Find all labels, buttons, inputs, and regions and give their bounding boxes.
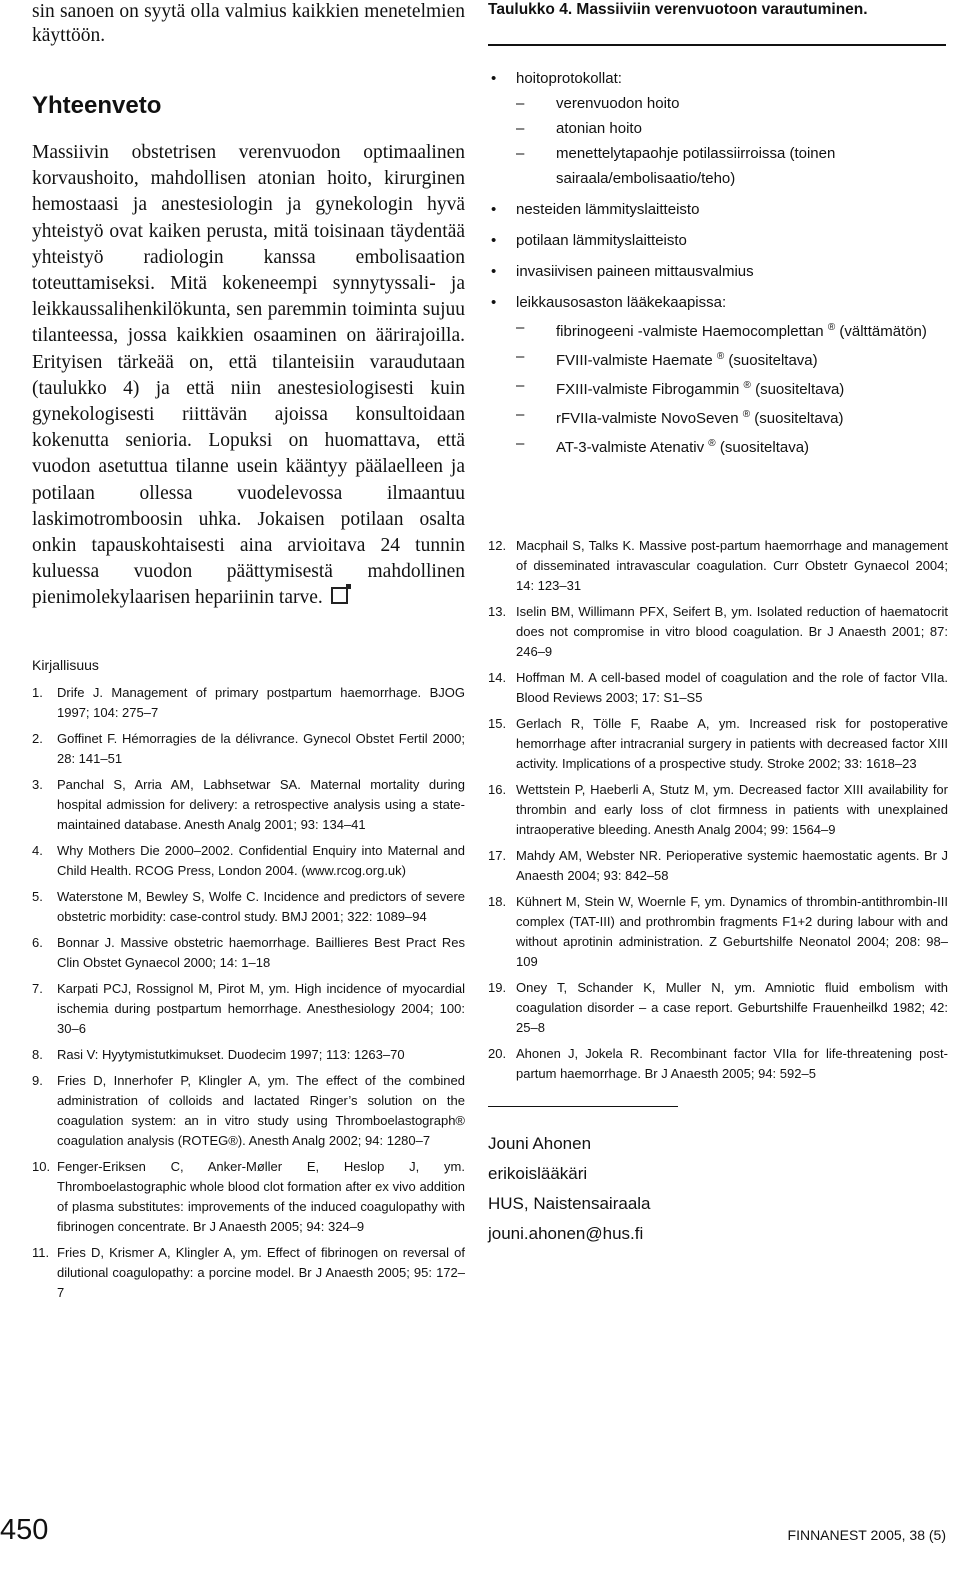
reference-item [32, 887, 465, 927]
reference-number: 1. [32, 685, 43, 700]
reference-text: Gerlach R, Tölle F, Raabe A, ym. Increased risk for postoperative hemorrhage after intracranial surgery in patients with decreased factor XIII activity. Implications of a prospective study. Stroke 2002; 33: 1618–23 [516, 716, 948, 771]
table-subitem [516, 373, 946, 402]
reference-text: Waterstone M, Bewley S, Wolfe C. Incidence and predictors of severe obstetric morbidity: case-control study. BMJ 2001; 322: 1089–94 [57, 889, 465, 924]
table-subitem-text: AT-3-valmiste Atenativ ® (suositeltava) [556, 438, 810, 456]
reference-number: 2. [32, 731, 43, 746]
end-of-article-icon [331, 587, 348, 604]
reference-number: 10. [32, 1159, 51, 1174]
table-subitem-text: FXIII-valmiste Fibrogammin ® (suositeltava) [556, 380, 845, 398]
dash-icon: – [516, 377, 525, 394]
summary-heading: Yhteenveto [32, 92, 162, 119]
reference-item [488, 536, 948, 596]
table-subitem [516, 402, 946, 431]
reference-item [32, 729, 465, 769]
reference-number: 18. [488, 894, 507, 909]
table-item [488, 259, 946, 284]
table-subitem [516, 315, 946, 344]
reference-text: Fenger-Eriksen C, Anker-Møller E, Heslop J, ym. Thromboelastographic whole blood clot formation after ex vivo addition of plasma substitutes: improvements of the induced coagulopathy with fibrinogen concentrate. Br J Anaesth 2005; 94: 324–9 [57, 1159, 465, 1234]
summary-body: Massiivin obstetrisen verenvuodon optimaalinen korvaushoito, mahdollisen atonian hoito, kirurginen hemostaasi ja anestesiologin ja gynekologin hyvä yhteistyö ovat kaiken perusta, mitä toisinaan täydentää yhteistyö radiologin kanssa embolisaation toteuttamiseksi. Mitä kokeneempi synnytyssali- ja leikkaussalihenkilökunta, sen paremmin toiminta sujuu tilanteessa, jossa kaikkien osaaminen on äärirajoilla. Erityisen tärkeää on, että tilanteisiin varaudutaan (taulukko 4) ja että niin anestesiologisesti kuin gynekologisesti riittävän ajoissa konsultoidaan kokenutta senioria. Lopuksi on huomattava, että vuodon asetuttua tilanne usein kääntyy päälaelleen ja potilaan ollessa vuodelevossa ilmaantuu laskimotromboosin uhka. Jokaisen potilaan osalta onkin tapauskohtaisesti aina arvioitava 24 tunnin kuluessa vuodon päättymisestä mahdollinen pienimolekylaarisen hepariinin tarve. [32, 142, 465, 609]
reference-item [488, 668, 948, 708]
reference-number: 20. [488, 1046, 507, 1061]
table-item-text: invasiivisen paineen mittausvalmius [516, 263, 754, 280]
reference-item [32, 1243, 465, 1303]
reference-text: Kühnert M, Stein W, Woernle F, ym. Dynamics of thrombin-antithrombin-III complex (TAT-III) and prothrombin fragments F1+2 during labour with and without aprotinin administration. Z Geburtshilfe Neonatol 2004; 208: 98–109 [516, 894, 948, 969]
reference-item [32, 683, 465, 723]
table-subitem-text: verenvuodon hoito [556, 95, 680, 112]
reference-item [32, 775, 465, 835]
table-subitem-text: menettelytapaohje potilassiirroissa (toinen sairaala/embolisaatio/teho) [556, 145, 836, 187]
table-title: Taulukko 4. Massiiviin verenvuotoon varautuminen. [488, 1, 868, 18]
table-rule [488, 44, 946, 46]
author-name: Jouni Ahonen [488, 1134, 592, 1153]
reference-number: 19. [488, 980, 507, 995]
table-item [488, 66, 946, 191]
table-subitem-text: atonian hoito [556, 120, 642, 137]
dash-icon: – [516, 145, 525, 162]
references-list-left [32, 683, 465, 1309]
reference-number: 9. [32, 1073, 43, 1088]
table-item [488, 197, 946, 222]
reference-item [32, 979, 465, 1039]
reference-number: 8. [32, 1047, 43, 1062]
table-item-text: potilaan lämmityslaitteisto [516, 232, 687, 249]
table-item [488, 290, 946, 460]
reference-number: 4. [32, 843, 43, 858]
author-title: erikoislääkäri [488, 1164, 588, 1183]
dash-icon: – [516, 120, 525, 137]
intro-text: sin sanoen on syytä olla valmius kaikkien menetelmien käyttöön. [32, 1, 465, 46]
summary-paragraph [32, 140, 465, 612]
dash-icon: – [516, 95, 525, 112]
table-sublist [516, 315, 946, 460]
bullet-icon: • [491, 294, 497, 311]
table-item-text: leikkausosaston lääkekaapissa: [516, 294, 727, 311]
author-divider [488, 1106, 678, 1107]
journal-citation: FINNANEST 2005, 38 (5) [787, 1527, 946, 1543]
reference-item [32, 1071, 465, 1151]
reference-item [488, 978, 948, 1038]
reference-item [488, 602, 948, 662]
dash-icon: – [516, 435, 525, 452]
table-subitem-text: fibrinogeeni -valmiste Haemocomplettan ® (välttämätön) [556, 322, 927, 340]
reference-number: 6. [32, 935, 43, 950]
reference-item [32, 1045, 465, 1065]
author-affiliation: HUS, Naistensairaala [488, 1194, 651, 1213]
reference-text: Drife J. Management of primary postpartum haemorrhage. BJOG 1997; 104: 275–7 [57, 685, 465, 720]
bullet-icon: • [491, 201, 497, 218]
reference-text: Fries D, Krismer A, Klingler A, ym. Effect of fibrinogen on reversal of dilutional coagulopathy: a porcine model. Br J Anaesth 2005; 95: 172–7 [57, 1245, 465, 1300]
reference-text: Macphail S, Talks K. Massive post-partum haemorrhage and management of disseminated intravascular coagulation. Curr Obstetr Gynaecol 2004; 14: 123–31 [516, 538, 948, 593]
reference-text: Ahonen J, Jokela R. Recombinant factor VIIa for life-threatening post-partum haemorrhage. Br J Anaesth 2005; 94: 592–5 [516, 1046, 948, 1081]
table-list [488, 66, 946, 466]
table-subitem-text: FVIII-valmiste Haemate ® (suositeltava) [556, 351, 818, 369]
table-item [488, 228, 946, 253]
reference-number: 5. [32, 889, 43, 904]
reference-text: Wettstein P, Haeberli A, Stutz M, ym. Decreased factor XIII availability for thrombin and early loss of clot firmness in patients with unexplained intraoperative bleeding. Anesth Analg 2004; 99: 1564–9 [516, 782, 948, 837]
reference-number: 14. [488, 670, 507, 685]
reference-text: Rasi V: Hyytymistutkimukset. Duodecim 1997; 113: 1263–70 [57, 1047, 405, 1062]
table-subitem [516, 91, 946, 116]
reference-number: 16. [488, 782, 507, 797]
dash-icon: – [516, 348, 525, 365]
bullet-icon: • [491, 232, 497, 249]
table-subitem [516, 344, 946, 373]
reference-number: 11. [32, 1245, 50, 1260]
reference-item [488, 714, 948, 774]
reference-number: 15. [488, 716, 507, 731]
reference-item [32, 1157, 465, 1237]
reference-text: Hoffman M. A cell-based model of coagulation and the role of factor VIIa. Blood Reviews 2003; 17: S1–S5 [516, 670, 948, 705]
page-number: 450 [0, 1514, 49, 1546]
reference-number: 17. [488, 848, 507, 863]
references-title: Kirjallisuus [32, 657, 99, 673]
reference-item [488, 892, 948, 972]
reference-number: 12. [488, 538, 507, 553]
table-subitem-text: rFVIIa-valmiste NovoSeven ® (suositeltava) [556, 409, 844, 427]
bullet-icon: • [491, 263, 497, 280]
table-subitem [516, 141, 946, 191]
reference-text: Iselin BM, Willimann PFX, Seifert B, ym. Isolated reduction of haematocrit does not compromise in vitro blood coagulation. Br J Anaesth 2001; 87: 246–9 [516, 604, 948, 659]
reference-text: Oney T, Schander K, Muller N, ym. Amniotic fluid embolism with coagulation disorder – a case report. Geburtshilfe Frauenheilkd 1982; 42: 25–8 [516, 980, 948, 1035]
bullet-icon: • [491, 70, 497, 87]
reference-item [488, 846, 948, 886]
author-block [488, 1129, 651, 1249]
reference-text: Goffinet F. Hémorragies de la délivrance. Gynecol Obstet Fertil 2000; 28: 141–51 [57, 731, 465, 766]
reference-number: 7. [32, 981, 43, 996]
table-item-text: hoitoprotokollat: [516, 70, 622, 87]
author-email[interactable]: jouni.ahonen@hus.fi [488, 1224, 644, 1243]
reference-text: Panchal S, Arria AM, Labhsetwar SA. Maternal mortality during hospital admission for delivery: a retrospective analysis using a state-maintained database. Anesth Analg 2001; 93: 134–41 [57, 777, 465, 832]
references-list-right [488, 536, 948, 1090]
reference-text: Bonnar J. Massive obstetric haemorrhage. Baillieres Best Pract Res Clin Obstet Gynaecol 2000; 14: 1–18 [57, 935, 465, 970]
dash-icon: – [516, 406, 525, 423]
reference-text: Mahdy AM, Webster NR. Perioperative systemic haemostatic agents. Br J Anaesth 2004; 93: 842–58 [516, 848, 948, 883]
reference-text: Why Mothers Die 2000–2002. Confidential Enquiry into Maternal and Child Health. RCOG Press, London 2004. (www.rcog.org.uk) [57, 843, 465, 878]
left-column [32, 0, 465, 1300]
dash-icon: – [516, 319, 525, 336]
reference-item [488, 780, 948, 840]
reference-number: 13. [488, 604, 507, 619]
table-subitem [516, 431, 946, 460]
table-subitem [516, 116, 946, 141]
reference-text: Karpati PCJ, Rossignol M, Pirot M, ym. High incidence of myocardial ischemia during postpartum hemorrhage. Anesthesiology 2004; 100: 30–6 [57, 981, 465, 1036]
reference-item [488, 1044, 948, 1084]
reference-item [32, 841, 465, 881]
table-sublist [516, 91, 946, 191]
reference-text: Fries D, Innerhofer P, Klingler A, ym. The effect of the combined administration of colloids and lactated Ringer’s solution on the coagulation system: an in vitro study using Thromboelastograph® coagulation analysis (ROTEG®). Anesth Analg 2002; 94: 1280–7 [57, 1073, 465, 1148]
table-item-text: nesteiden lämmityslaitteisto [516, 201, 700, 218]
reference-number: 3. [32, 777, 43, 792]
reference-item [32, 933, 465, 973]
